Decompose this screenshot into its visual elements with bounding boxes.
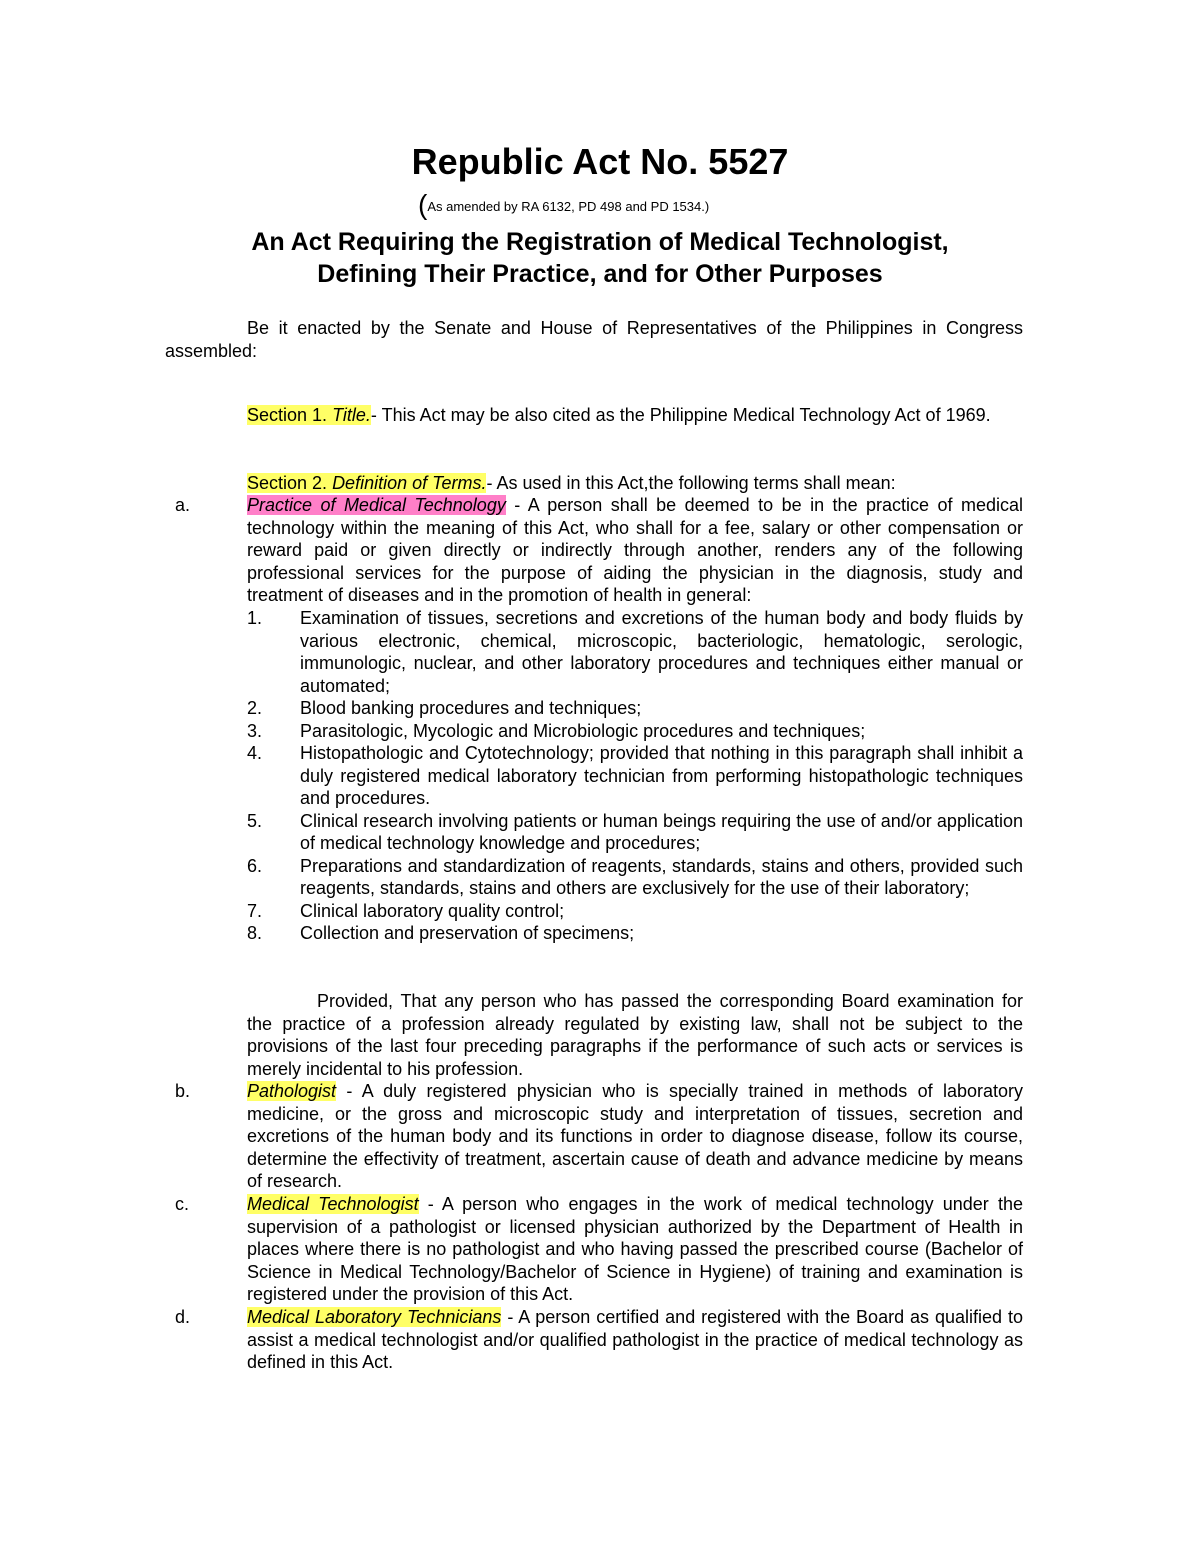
subtitle-line-2: Defining Their Practice, and for Other Purposes: [317, 260, 883, 288]
document-title: Republic Act No. 5527: [411, 141, 789, 182]
list-item-number: 3.: [247, 720, 263, 741]
list-item-text: Preparations and standardization of reagents, standards, stains and others, provided such reagents, standards, stains and others are exclusively for the use of their laboratory;: [300, 855, 1023, 898]
list-item-text: Histopathologic and Cytotechnology; provided that nothing in this paragraph shall inhibit a duly registered medical laboratory technician from performing histopathologic techniques and procedures.: [300, 743, 1023, 808]
list-item: [247, 900, 1023, 923]
list-item: [247, 742, 1023, 810]
definition-term-highlight: Medical Laboratory Technicians: [247, 1307, 502, 1327]
definition-letter: c.: [175, 1194, 190, 1214]
definition-body: [247, 1306, 1023, 1374]
list-item-text: Parasitologic, Mycologic and Microbiologic procedures and techniques;: [300, 720, 866, 741]
definition-text: - A person shall be deemed to be in the practice of medical technology within the meaning of this Act, who shall for a fee, salary or other compensation or reward paid or given directly or indirectly through another, renders any of the following professional services for the purpose of aiding the physician in the diagnosis, study and treatment of diseases and in the promotion of health in general:: [247, 495, 1023, 605]
list-item: [247, 720, 1023, 743]
proviso-paragraph: Provided, That any person who has passed the corresponding Board examination for the practice of a profession already regulated by existing law, shall not be subject to the provisions of the last four preceding paragraphs if the performance of such acts or services is merely incidental to his profession.: [247, 991, 1023, 1079]
list-item-number: 1.: [247, 608, 263, 628]
section-2-heading: [247, 473, 486, 493]
section-2-text: - As used in this Act,the following terms shall mean:: [486, 473, 896, 493]
list-item: [247, 810, 1023, 855]
section-2-label: Section 2.: [247, 473, 333, 493]
definition-a: [165, 494, 1023, 607]
document-subtitle: [0, 226, 1200, 290]
list-item-number: 2.: [247, 698, 263, 718]
subtitle-line-1: An Act Requiring the Registration of Medical Technologist,: [251, 228, 949, 256]
section-1-term: Title.: [332, 405, 371, 425]
enacting-clause: Be it enacted by the Senate and House of Representatives of the Philippines in Congress assembled:: [165, 318, 1023, 361]
list-item: [247, 607, 1023, 697]
list-item-text: Examination of tissues, secretions and excretions of the human body and body fluids by various electronic, chemical, microscopic, bacteriologic, hematologic, serologic, immunologic, nuclear, and other laboratory procedures and techniques either manual or automated;: [300, 608, 1023, 696]
amendment-note: [418, 190, 709, 222]
list-item-text: Collection and preservation of specimens;: [300, 923, 635, 943]
section-2: [247, 472, 1023, 495]
definition-letter: d.: [175, 1307, 191, 1327]
section-2-term: Definition of Terms.: [332, 473, 487, 493]
list-item-text: Clinical laboratory quality control;: [300, 900, 565, 921]
list-item-number: 7.: [247, 900, 263, 921]
services-list: [247, 607, 1023, 945]
section-1-heading: [247, 405, 371, 425]
section-1: [165, 404, 1023, 427]
amendment-open-paren: (: [418, 189, 428, 220]
amendment-text: As amended by RA 6132, PD 498 and PD 1534.): [427, 199, 710, 214]
definition-term-highlight: Medical Technologist: [247, 1194, 419, 1214]
definition-text: - A duly registered physician who is specially trained in methods of laboratory medicine, or the gross and microscopic study and interpretation of tissues, secretion and excretions of the human body and its functions in order to diagnose disease, follow its course, determine the effectivity of treatment, ascertain cause of death and advance medicine by means of research.: [247, 1081, 1023, 1191]
definition-body: [247, 494, 1023, 607]
list-item: [247, 922, 1023, 945]
definition-b: [165, 1080, 1023, 1193]
definition-c: [165, 1193, 1023, 1306]
definition-letter: b.: [175, 1081, 191, 1101]
definition-term-highlight: Pathologist: [247, 1081, 337, 1101]
definition-letter: a.: [175, 495, 191, 515]
definition-text: - A person who engages in the work of medical technology under the supervision of a pathologist or licensed physician authorized by the Department of Health in places where there is no pathologist and who having passed the prescribed course (Bachelor of Science in Medical Technology/Bachelor of Science in Hygiene) of training and examination is registered under the provision of this Act.: [247, 1194, 1023, 1304]
list-item-number: 8.: [247, 923, 263, 943]
definition-body: [247, 1080, 1023, 1193]
definition-term-highlight: Practice of Medical Technology: [247, 495, 506, 515]
list-item: [247, 697, 1023, 720]
list-item: [247, 855, 1023, 900]
list-item-text: Blood banking procedures and techniques;: [300, 698, 642, 718]
list-item-text: Clinical research involving patients or human beings requiring the use of and/or application of medical technology knowledge and procedures;: [300, 810, 1023, 853]
definition-body: [247, 1193, 1023, 1306]
list-item-number: 5.: [247, 810, 263, 831]
section-1-label: Section 1.: [247, 405, 333, 425]
list-item-number: 4.: [247, 743, 263, 763]
list-item-number: 6.: [247, 855, 263, 876]
definition-d: [165, 1306, 1023, 1374]
section-1-text: - This Act may be also cited as the Philippine Medical Technology Act of 1969.: [370, 405, 991, 425]
definition-text: - A person certified and registered with the Board as qualified to assist a medical technologist and/or qualified pathologist in the practice of medical technology as defined in this Act.: [247, 1307, 1023, 1372]
